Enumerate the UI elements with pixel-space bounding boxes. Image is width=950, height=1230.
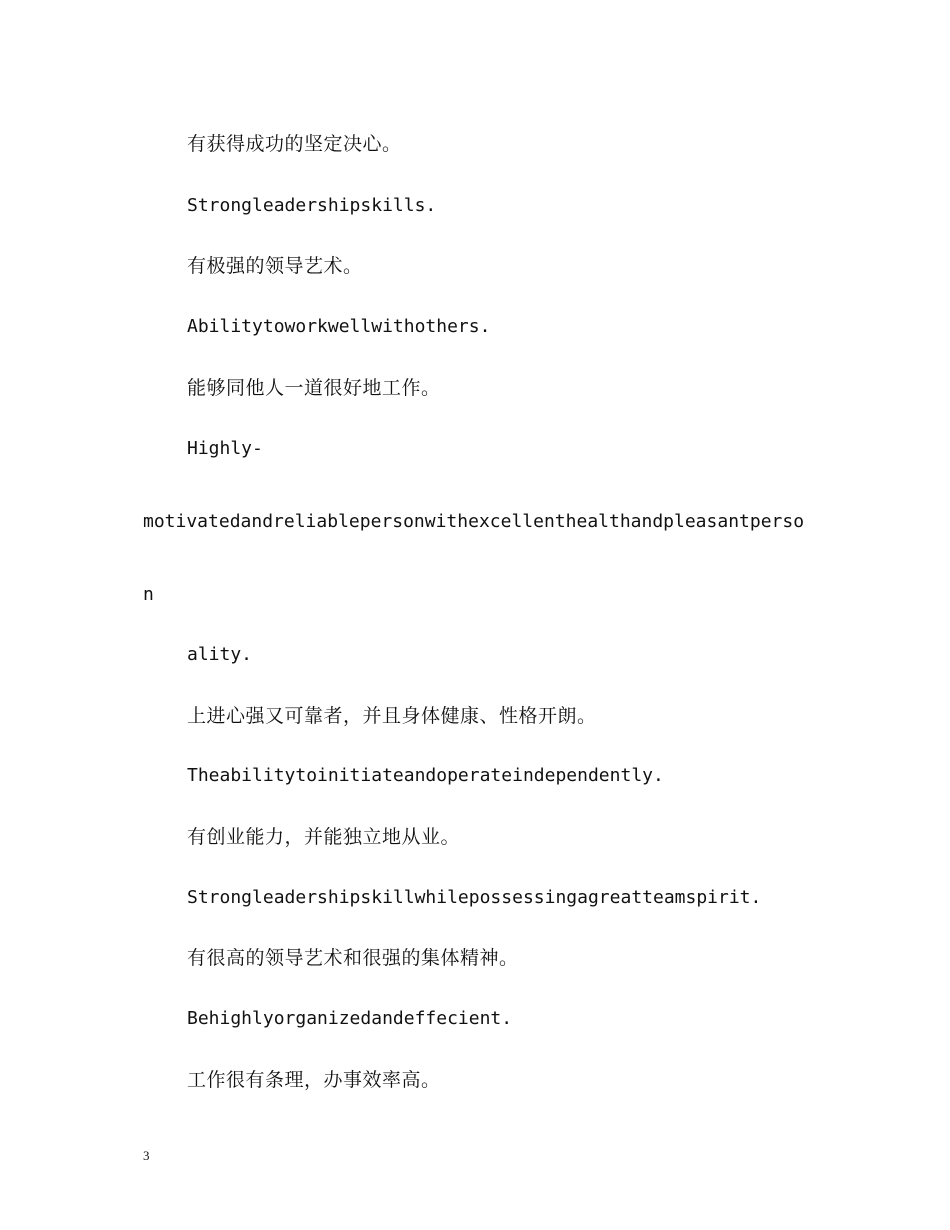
text-line-cn: 工作很有条理，办事效率高。 [187,1069,441,1091]
text-line-en: Strongleadershipskillwhilepossessingagreatteamspirit. [187,887,762,908]
text-line-en: ality. [187,644,253,665]
text-line-cn: 有创业能力，并能独立地从业。 [187,826,461,848]
text-line-en: Highly- [187,438,263,459]
text-line-en: motivatedandreliablepersonwithexcellenthealthandpleasantperso [143,511,805,532]
text-line-cn: 能够同他人一道很好地工作。 [187,377,441,399]
page-number: 3 [143,1148,150,1163]
text-line-en: Behighlyorganizedandeffecient. [187,1008,513,1029]
text-line-en: Strongleadershipskills. [187,195,437,216]
text-line-cn: 有极强的领导艺术。 [187,255,363,277]
text-line-en: Theabilitytoinitiateandoperateindependently. [187,765,664,786]
text-line-cn: 有获得成功的坚定决心。 [187,133,402,155]
text-line-en: Abilitytoworkwellwithothers. [187,316,491,337]
text-line-cn: 上进心强又可靠者，并且身体健康、性格开朗。 [187,705,597,727]
text-line-cn: 有很高的领导艺术和很强的集体精神。 [187,947,519,969]
text-line-en: n [143,584,154,605]
